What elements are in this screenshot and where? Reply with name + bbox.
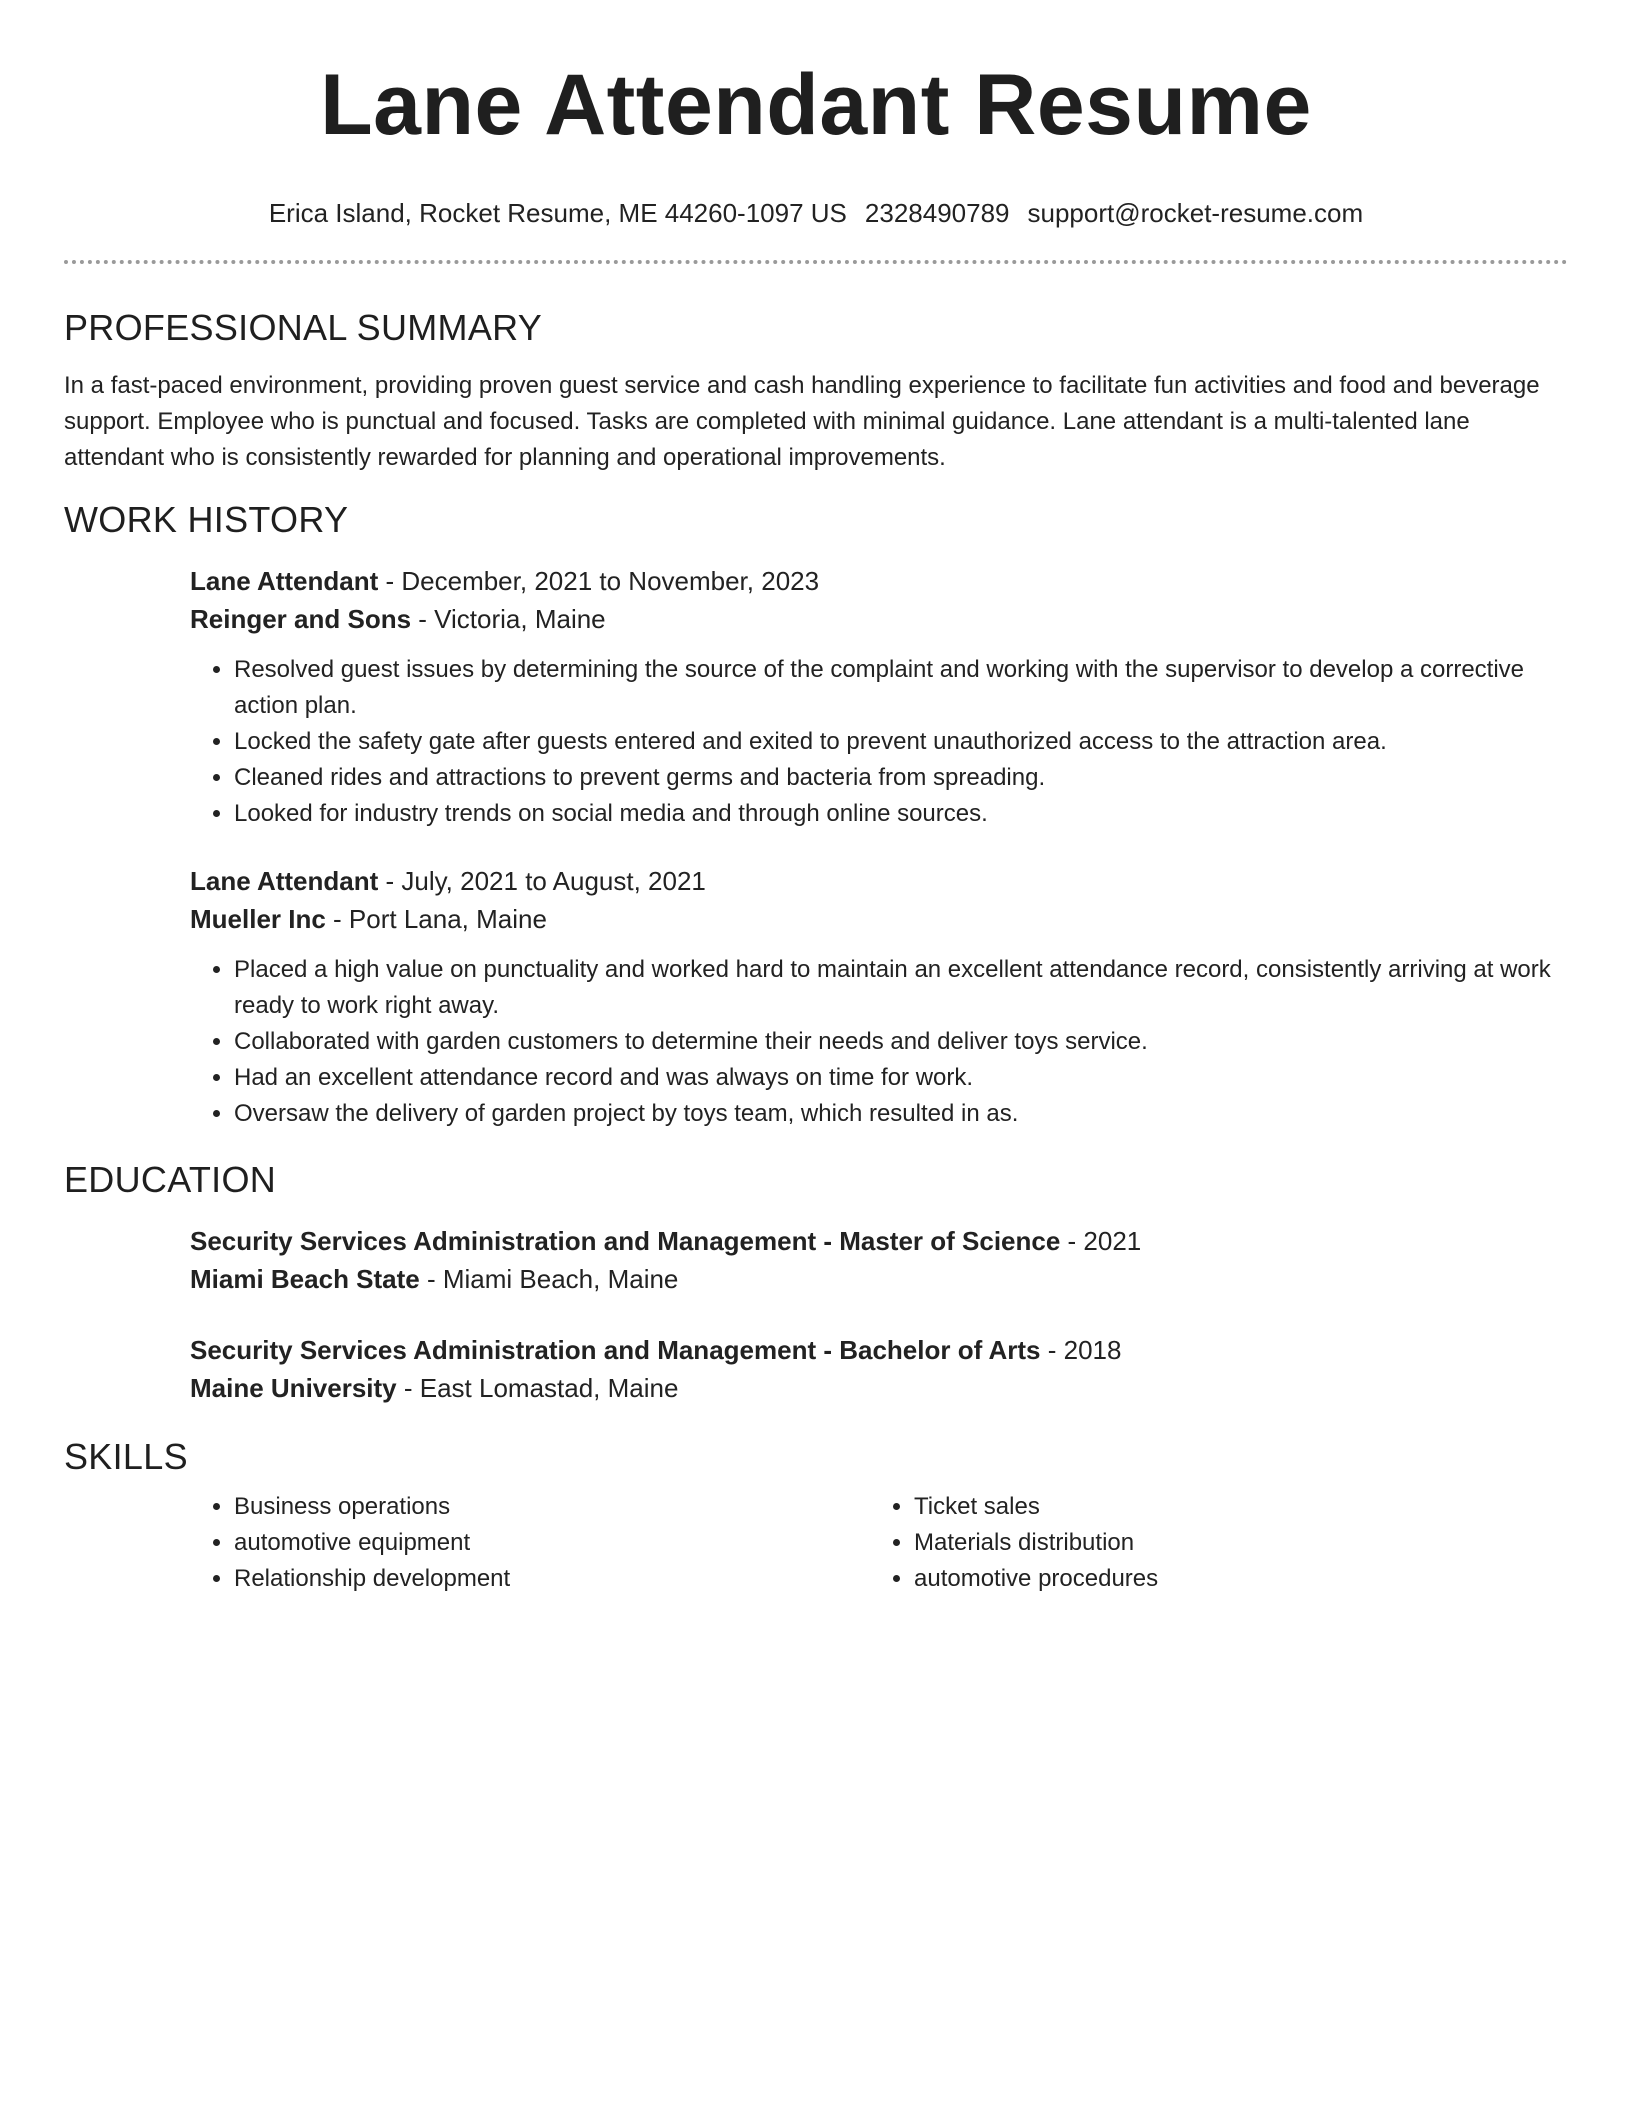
skill-item: • Materials distribution	[914, 1525, 1550, 1561]
job-bullet: • Collaborated with garden customers to determine their needs and deliver toys service.	[234, 1024, 1568, 1060]
job-bullet: • Locked the safety gate after guests entered and exited to prevent unauthorized access to the attraction area.	[234, 724, 1568, 760]
employer-line	[190, 600, 1568, 638]
job-bullet: • Looked for industry trends on social media and through online sources.	[234, 796, 1568, 832]
job-bullet: • Placed a high value on punctuality and worked hard to maintain an excellent attendance record, consistently arriving at work ready to work right away.	[234, 952, 1568, 1024]
skills-list	[870, 1489, 1550, 1597]
employer-line	[190, 900, 1568, 938]
skill-item: • Ticket sales	[914, 1489, 1550, 1525]
degree-line	[190, 1222, 1568, 1260]
degree-year: - 2018	[1040, 1335, 1122, 1365]
job-bullets	[190, 652, 1568, 832]
header-divider	[64, 260, 1568, 264]
job-bullet: • Resolved guest issues by determining the source of the complaint and working with the supervisor to develop a corrective action plan.	[234, 652, 1568, 724]
contact-address: Erica Island, Rocket Resume, ME 44260-1097 US	[268, 198, 847, 228]
job-bullet: • Had an excellent attendance record and was always on time for work.	[234, 1060, 1568, 1096]
contact-line	[64, 198, 1568, 228]
job-title-line	[190, 862, 1568, 900]
skills-grid	[190, 1489, 1568, 1597]
employer-name: Reinger and Sons	[190, 604, 412, 634]
job-bullet: • Cleaned rides and attractions to prevent germs and bacteria from spreading.	[234, 760, 1568, 796]
contact-email: support@rocket-resume.com	[1027, 198, 1364, 228]
degree-name: Security Services Administration and Management - Master of Science	[190, 1226, 1061, 1256]
employer-location: - Victoria, Maine	[411, 604, 606, 634]
school-location: - East Lomastad, Maine	[396, 1373, 679, 1403]
job-title: Lane Attendant	[190, 566, 379, 596]
skills-column-right	[870, 1489, 1550, 1597]
work-history-heading: WORK HISTORY	[64, 499, 349, 540]
school-name: Maine University	[190, 1373, 397, 1403]
degree-name: Security Services Administration and Management - Bachelor of Arts	[190, 1335, 1041, 1365]
education-heading: EDUCATION	[64, 1159, 277, 1200]
school-line	[190, 1369, 1568, 1407]
summary-heading: PROFESSIONAL SUMMARY	[64, 307, 543, 348]
skills-heading: SKILLS	[64, 1436, 188, 1477]
skill-item: • Relationship development	[234, 1561, 870, 1597]
school-location: - Miami Beach, Maine	[419, 1264, 679, 1294]
job-dates: - December, 2021 to November, 2023	[378, 566, 820, 596]
skill-item: • automotive procedures	[914, 1561, 1550, 1597]
resume-title: Lane Attendant Resume	[320, 57, 1312, 153]
education-entry	[190, 1222, 1568, 1298]
employer-location: - Port Lana, Maine	[325, 904, 547, 934]
school-name: Miami Beach State	[190, 1264, 420, 1294]
school-line	[190, 1260, 1568, 1298]
job-bullet: • Oversaw the delivery of garden project by toys team, which resulted in as.	[234, 1096, 1568, 1132]
job-entry	[190, 562, 1568, 832]
contact-phone: 2328490789	[864, 198, 1010, 228]
job-title: Lane Attendant	[190, 866, 379, 896]
job-bullets	[190, 952, 1568, 1132]
education-entry	[190, 1331, 1568, 1407]
skills-list	[190, 1489, 870, 1597]
job-dates: - July, 2021 to August, 2021	[378, 866, 706, 896]
skill-item: • Business operations	[234, 1489, 870, 1525]
skills-column-left	[190, 1489, 870, 1597]
degree-line	[190, 1331, 1568, 1369]
summary-text: In a fast-paced environment, providing proven guest service and cash handling experience to facilitate fun activities and food and beverage support. Employee who is punctual and focused. Tasks are completed with minimal guidance. Lane attendant is a multi-talented lane attendant who is consistently rewarded for planning and operational improvements.	[64, 372, 1540, 471]
job-entry	[190, 862, 1568, 1132]
skill-item: • automotive equipment	[234, 1525, 870, 1561]
job-title-line	[190, 562, 1568, 600]
employer-name: Mueller Inc	[190, 904, 326, 934]
degree-year: - 2021	[1060, 1226, 1142, 1256]
